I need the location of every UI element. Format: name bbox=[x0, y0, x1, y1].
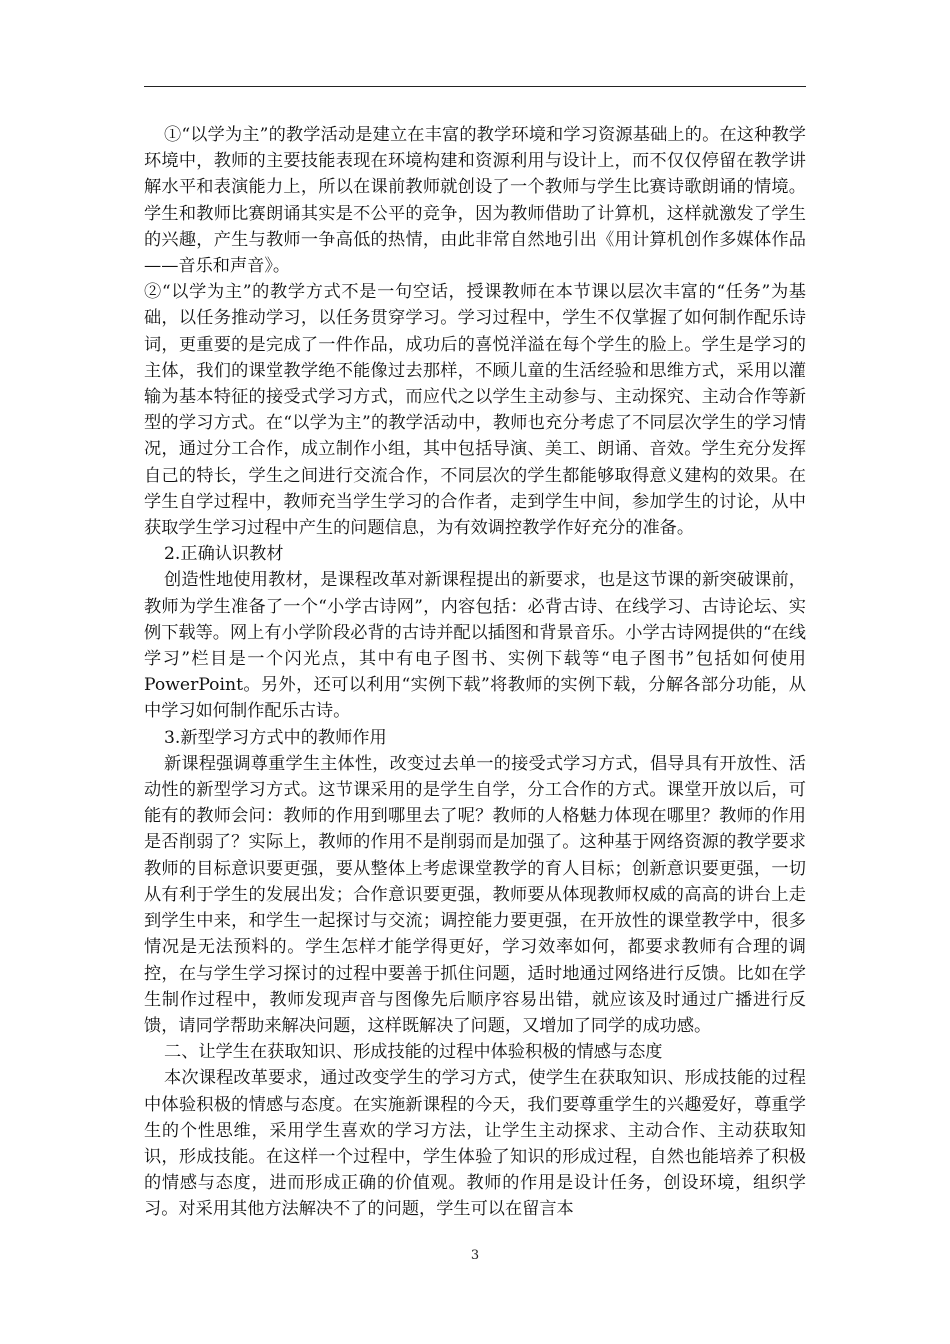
section-heading-3: 3.新型学习方式中的教师作用 bbox=[164, 727, 387, 748]
paragraph-5: 本次课程改革要求，通过改变学生的学习方式，使学生在获取知识、形成技能的过程中体验积极的情感与态度。在实施新课程的今天，我们要尊重学生的兴趣爱好，尊重学生的个性思维，采用学生喜欢的学习方法，让学生主动探求、主动合作、主动获取知识，形成技能。在这样一个过程中，学生体验了知识的形成过程，自然也能培养了积极的情感与态度，进而形成正确的价值观。教师的作用是设计任务，创设环境，组织学习。对采用其他方法解决不了的问题，学生可以在留言本 bbox=[144, 1068, 806, 1220]
paragraph-1: ①“以学为主”的教学活动是建立在丰富的教学环境和学习资源基础上的。在这种教学环境中，教师的主要技能表现在环境构建和资源利用与设计上，而不仅仅停留在教学讲解水平和表演能力上，所以在课前教师就创设了一个教师与学生比赛诗歌朗诵的情境。学生和教师比赛朗诵其实是不公平的竞争，因为教师借助了计算机，这样就激发了学生的兴趣，产生与教师一争高低的热情，由此非常自然地引出《用计算机创作多媒体作品——音乐和声音》。 bbox=[144, 125, 806, 277]
paragraph-2: ②“以学为主”的教学方式不是一句空话，授课教师在本节课以层次丰富的“任务”为基础，以任务推动学习，以任务贯穿学习。学习过程中，学生不仅掌握了如何制作配乐诗词，更重要的是完成了一件作品，成功后的喜悦洋溢在每个学生的脸上。学生是学习的主体，我们的课堂教学绝不能像过去那样，不顾儿童的生活经验和思维方式，采用以灌输为基本特征的接受式学习方式，而应代之以学生主动参与、主动探究、主动合作等新型的学习方式。在“以学为主”的教学活动中，教师也充分考虑了不同层次学生的学习情况，通过分工合作，成立制作小组，其中包括导演、美工、朗诵、音效。学生充分发挥自己的特长，学生之间进行交流合作，不同层次的学生都能够取得意义建构的效果。在学生自学过程中，教师充当学生学习的合作者，走到学生中间，参加学生的讨论，从中获取学生学习过程中产生的问题信息，为有效调控教学作好充分的准备。 bbox=[144, 282, 806, 539]
section-heading-two: 二、让学生在获取知识、形成技能的过程中体验积极的情感与态度 bbox=[164, 1042, 663, 1063]
header-rule bbox=[144, 86, 806, 87]
section-heading-2: 2.正确认识教材 bbox=[164, 544, 284, 565]
document-body bbox=[144, 122, 806, 1223]
paragraph-3: 创造性地使用教材，是课程改革对新课程提出的新要求，也是这节课的新突破课前，教师为学生准备了一个“小学古诗网”，内容包括：必背古诗、在线学习、古诗论坛、实例下载等。网上有小学阶段必背的古诗并配以插图和背景音乐。小学古诗网提供的“在线学习”栏目是一个闪光点，其中有电子图书、实例下载等“电子图书”包括如何使用PowerPoint。另外，还可以利用“实例下载”将教师的实例下载，分解各部分功能，从中学习如何制作配乐古诗。 bbox=[144, 570, 806, 722]
paragraph-4: 新课程强调尊重学生主体性，改变过去单一的接受式学习方式，倡导具有开放性、活动性的新型学习方式。这节课采用的是学生自学，分工合作的方式。课堂开放以后，可能有的教师会问：教师的作用到哪里去了呢？教师的人格魅力体现在哪里？教师的作用是否削弱了？实际上，教师的作用不是削弱而是加强了。这种基于网络资源的教学要求教师的目标意识要更强，要从整体上考虑课堂教学的育人目标；创新意识要更强，一切从有利于学生的发展出发；合作意识要更强，教师要从体现教师权威的高高的讲台上走到学生中来，和学生一起探讨与交流；调控能力要更强，在开放性的课堂教学中，很多情况是无法预料的。学生怎样才能学得更好，学习效率如何，都要求教师有合理的调控，在与学生学习探讨的过程中要善于抓住问题，适时地通过网络进行反馈。比如在学生制作过程中，教师发现声音与图像先后顺序容易出错，就应该及时通过广播进行反馈，请同学帮助来解决问题，这样既解决了问题，又增加了同学的成功感。 bbox=[144, 753, 806, 1036]
page-number: 3 bbox=[470, 1248, 480, 1263]
